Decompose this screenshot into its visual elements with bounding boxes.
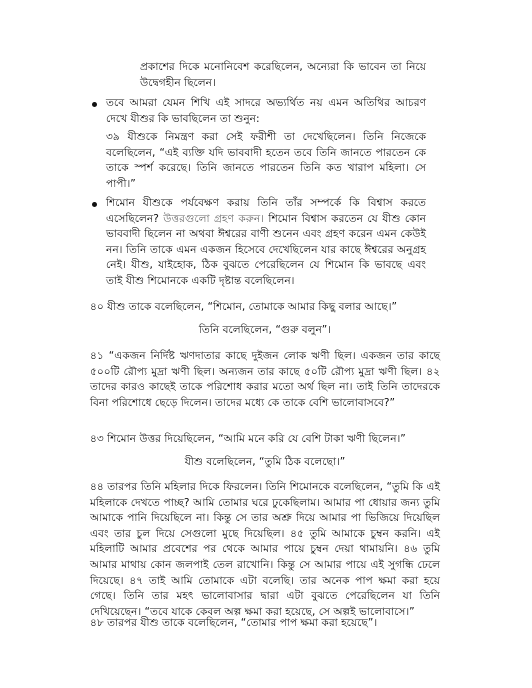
verse-39: ৩৯ যীশুকে নিমন্ত্রণ করা সেই ফরীশী তা দেখেছিলেন। তিনি নিজেকে বলেছিলেন, “এই ব্যক্তি যদি ভাববাদী হতেন তবে তিনি জানতে পারতেন কে তাকে স্পর্শ করেছে। তিনি জানতে পারতেন তিনি কত খারাপ মহিলা। সে পাপী।” bbox=[106, 131, 426, 190]
instruction-note: উত্তরগুলো গ্রহণ করুন। bbox=[163, 212, 264, 225]
bullet-2-text-b: শিমোন বিশ্বাস করতেন যে যীশু কোন ভাববাদী ছিলেন না অথবা ঈশ্বরের বাণী শুনেন এবং গ্রহণ করেন এমন কেউই নন। তিনি তাকে এমন একজন হিসেবে দেখেছিলেন যার কাছে ঈশ্বরের অনুগ্রহ নেই। যীশু, যাইহোক, ঠিক বুঝতে পেরেছিলেন যে শিমোন কি ভাবছে এবং তাই যীশু শিমোনকে একটি দৃষ্টান্ত বলেছিলেন। bbox=[106, 212, 426, 287]
verse-40: ৪০ যীশু তাকে বলেছিলেন, “শিমোন, তোমাকে আমার কিছু বলার আছে।” bbox=[90, 301, 397, 313]
paragraph-continuation: প্রকাশের দিকে মনোনিবেশ করেছিলেন, অন্যেরা কি ভাবেন তা নিয়ে উদ্বেগহীন ছিলেন। bbox=[140, 61, 426, 89]
reply-line-1: তিনি বলেছিলেন, “গুরু বলুন”। bbox=[198, 324, 332, 336]
bullet-2-text-a: শিমোন যীশুকে পর্যবেক্ষণ করায় তিনি তাঁর সম্পর্কে কি বিশ্বাস করতে এসেছিলেন? bbox=[106, 197, 426, 225]
bullet-paragraph-1: তবে আমরা যেমন শিখি এই সাদরে অভ্যর্থিত নয় এমন অতিথির আচরণ দেখে যীশুর কি ভাবছিলেন তা শুনুন: bbox=[106, 97, 426, 125]
reply-line-2: যীশু বলেছিলেন, “তুমি ঠিক বলেছো।” bbox=[184, 456, 346, 468]
verse-43: ৪৩ শিমোন উত্তর দিয়েছিলেন, “আমি মনে করি যে বেশি টাকা ঋণী ছিলেন।” bbox=[90, 433, 406, 445]
verse-41-42: ৪১ “একজন নির্দিষ্ট ঋণদাতার কাছে দুইজন লোক ঋণী ছিল। একজন তার কাছে ৫০০টি রৌপ্য মুদ্রা ঋণী ছিল। অন্যজন তার কাছে ৫০টি রৌপ্য মুদ্রা ঋণী ছিল। ৪২ তাদের কারও কাছেই তাকে পরিশোধ করার মতো অর্থ ছিল না। তাই তিনি তাদেরকে বিনা পরিশোধে ছেড়ে দিলেন। তাদের মধ্যে কে তাকে বেশি ভালোবাসবে?” bbox=[90, 350, 440, 409]
bullet-icon bbox=[92, 202, 97, 207]
verse-48: ৪৮ তারপর যীশু তাকে বলেছিলেন, “তোমার পাপ ক্ষমা করা হয়েছে”। bbox=[90, 617, 378, 629]
bullet-icon bbox=[92, 102, 97, 107]
bullet-paragraph-2 bbox=[106, 196, 426, 290]
verse-44-47: ৪৪ তারপর তিনি মহিলার দিকে ফিরলেন। তিনি শিমোনকে বলেছিলেন, “তুমি কি এই মহিলাকে দেখতে পাচ্ছ? আমি তোমার ঘরে ঢুকেছিলাম। আমার পা ধোয়ার জন্য তুমি আমাকে পানি দিয়েছিলে না। কিন্তু সে তার অশ্রু দিয়ে আমার পা ভিজিয়ে দিয়েছিল এবং তার চুল দিয়ে সেগুলো মুছে দিয়েছিল। ৪৫ তুমি আমাকে চুম্বন করনি। এই মহিলাটি আমার প্রবেশের পর থেকে আমার পায়ে চুম্বন দেয়া থামায়নি। ৪৬ তুমি আমার মাথায় কোন জলপাই তেল রাখোনি। কিন্তু সে আমার পায়ে এই সুগন্ধি ঢেলে দিয়েছে। ৪৭ তাই আমি তোমাকে এটা বলেছি। তার অনেক পাপ ক্ষমা করা হয়ে গেছে। তিনি তার মহৎ ভালোবাসার দ্বারা এটা বুঝতে পেরেছিলেন যা তিনি দেখিয়েছেন। “তবে যাকে কেবল অল্প ক্ষমা করা হয়েছে, সে অল্পই ভালোবাসে।” bbox=[90, 481, 440, 618]
